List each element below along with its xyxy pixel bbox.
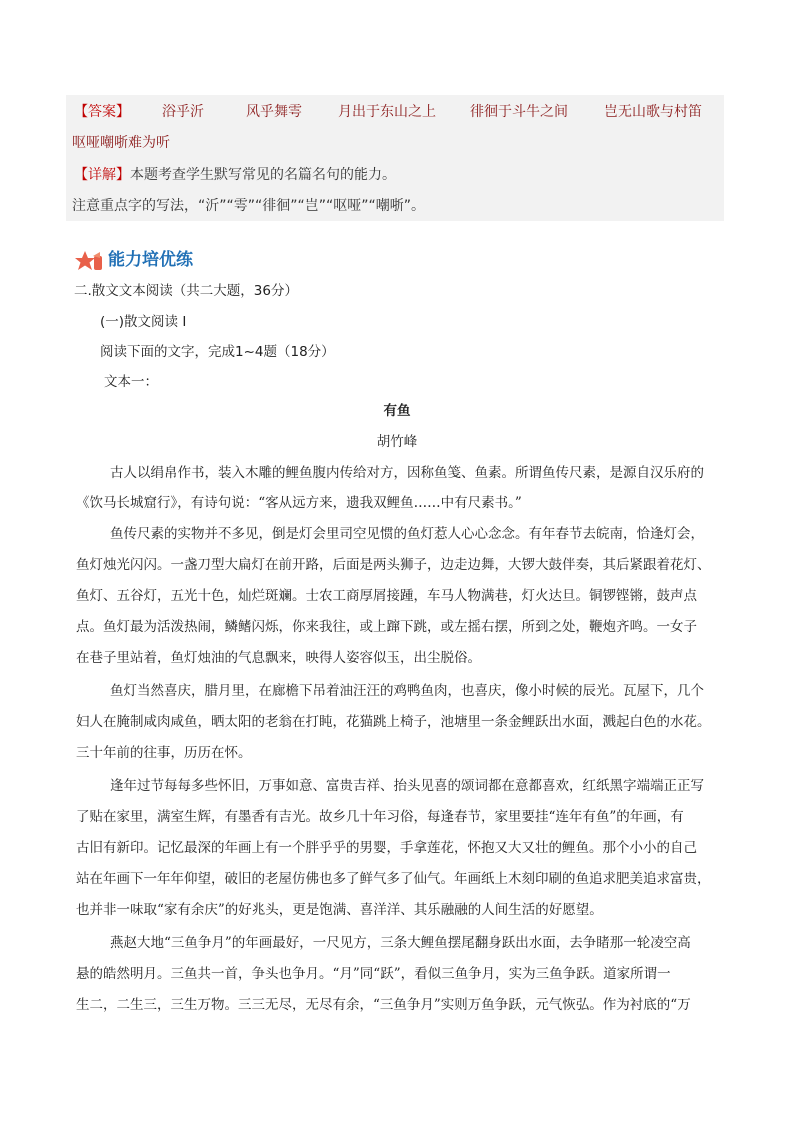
article-line: 了贴在家里，满室生辉，有墨香有吉光。故乡几十年习俗，每逢春节，家里要挂“连年有鱼”的年画，有 bbox=[76, 809, 684, 825]
article-line: 点。鱼灯最为活泼热闹，鳞鳍闪烁，你来我往，或上蹿下跳，或左摇右摆，所到之处，鞭炮齐鸣。一女子 bbox=[76, 619, 697, 635]
part-heading: 二.散文文本阅读（共二大题，36分） bbox=[74, 283, 298, 299]
article-line: 燕赵大地“三鱼争月”的年画最好，一尺见方，三条大鲤鱼摆尾翻身跃出水面，去争睹那一轮凌空高 bbox=[110, 935, 691, 951]
note-text: 注意重点字的写法，“沂”“雩”“徘徊”“岂”“呕哑”“嘲哳”。 bbox=[72, 198, 426, 214]
article-line: 也并非一味取“家有余庆”的好兆头，更是饱满、喜洋洋、其乐融融的人间生活的好愿望。 bbox=[76, 902, 603, 918]
section-title: 能力培优练 bbox=[108, 250, 193, 270]
article-line: 在巷子里站着，鱼灯烛油的气息飘来，映得人姿容似玉，出尘脱俗。 bbox=[76, 650, 481, 666]
part-subheading: (一)散文阅读 I bbox=[100, 314, 187, 330]
answer-item: 月出于东山之上 bbox=[338, 104, 436, 120]
answer-item: 浴乎沂 bbox=[162, 104, 204, 120]
article-line: 古人以绢帛作书，装入木雕的鲤鱼腹内传给对方，因称鱼笺、鱼素。所谓鱼传尺素，是源自汉乐府的 bbox=[110, 465, 704, 481]
article-line: 生二，二生三，三生万物。三三无尽，无尽有余，“三鱼争月”实则万鱼争跃，元气恢弘。作为衬底的“万 bbox=[76, 997, 691, 1013]
article-line: 鱼灯、五谷灯，五光十色，灿烂斑斓。士农工商厚屑接踵，车马人物满巷，灯火达旦。铜锣铿锵，鼓声点 bbox=[76, 588, 697, 604]
article-line: 鱼灯当然喜庆，腊月里，在廊檐下吊着油汪汪的鸡鸭鱼肉，也喜庆，像小时候的辰光。瓦屋下，几个 bbox=[110, 683, 704, 699]
answer-item: 风乎舞雩 bbox=[246, 104, 302, 120]
article-line: 鱼灯烛光闪闪。一盏刀型大扁灯在前开路，后面是两头狮子，边走边舞，大锣大鼓伴奏，其后紧跟着花灯、 bbox=[76, 557, 711, 573]
answer-item: 岂无山歌与村笛 bbox=[604, 104, 702, 120]
article-line: 逢年过节每每多些怀旧，万事如意、富贵吉祥、抬头见喜的颂词都在意都喜欢，红纸黑字端端正正写 bbox=[110, 778, 704, 794]
article-title: 有鱼 bbox=[383, 403, 411, 419]
answer-continuation: 呕哑嘲哳难为听 bbox=[72, 135, 170, 151]
article-line: 站在年画下一年年仰望，破旧的老屋仿佛也多了鲜气多了仙气。年画纸上木刻印刷的鱼追求肥美追求富贵， bbox=[76, 871, 711, 887]
part-instruction: 阅读下面的文字，完成1~4题（18分） bbox=[100, 344, 335, 360]
detail-text: 本题考查学生默写常见的名篇名句的能力。 bbox=[130, 167, 396, 183]
star-icon bbox=[74, 250, 104, 276]
answer-item: 徘徊于斗牛之间 bbox=[470, 104, 568, 120]
article-line: 三十年前的往事，历历在怀。 bbox=[76, 745, 252, 761]
article-author: 胡竹峰 bbox=[376, 434, 418, 450]
article-line: 《饮马长城窟行》，有诗句说：“客从远方来，遗我双鲤鱼……中有尺素书。” bbox=[76, 495, 522, 511]
answer-label: 【答案】 bbox=[74, 104, 130, 120]
article-line: 悬的皓然明月。三鱼共一首，争头也争月。“月”同“跃”，看似三鱼争月，实为三鱼争跃。道家所谓一 bbox=[76, 966, 671, 982]
article-line: 妇人在腌制咸肉咸鱼，晒太阳的老翁在打盹，花猫跳上椅子，池塘里一条金鲤跃出水面，溅起白色的水花。 bbox=[76, 714, 711, 730]
detail-label: 【详解】 bbox=[74, 167, 130, 183]
text-label: 文本一： bbox=[104, 374, 158, 390]
article-line: 古旧有新印。记忆最深的年画上有一个胖乎乎的男婴，手拿莲花，怀抱又大又壮的鲤鱼。那个小小的自己 bbox=[76, 840, 697, 856]
article-line: 鱼传尺素的实物并不多见，倒是灯会里司空见惯的鱼灯惹人心心念念。有年春节去皖南，恰逢灯会， bbox=[110, 526, 704, 542]
